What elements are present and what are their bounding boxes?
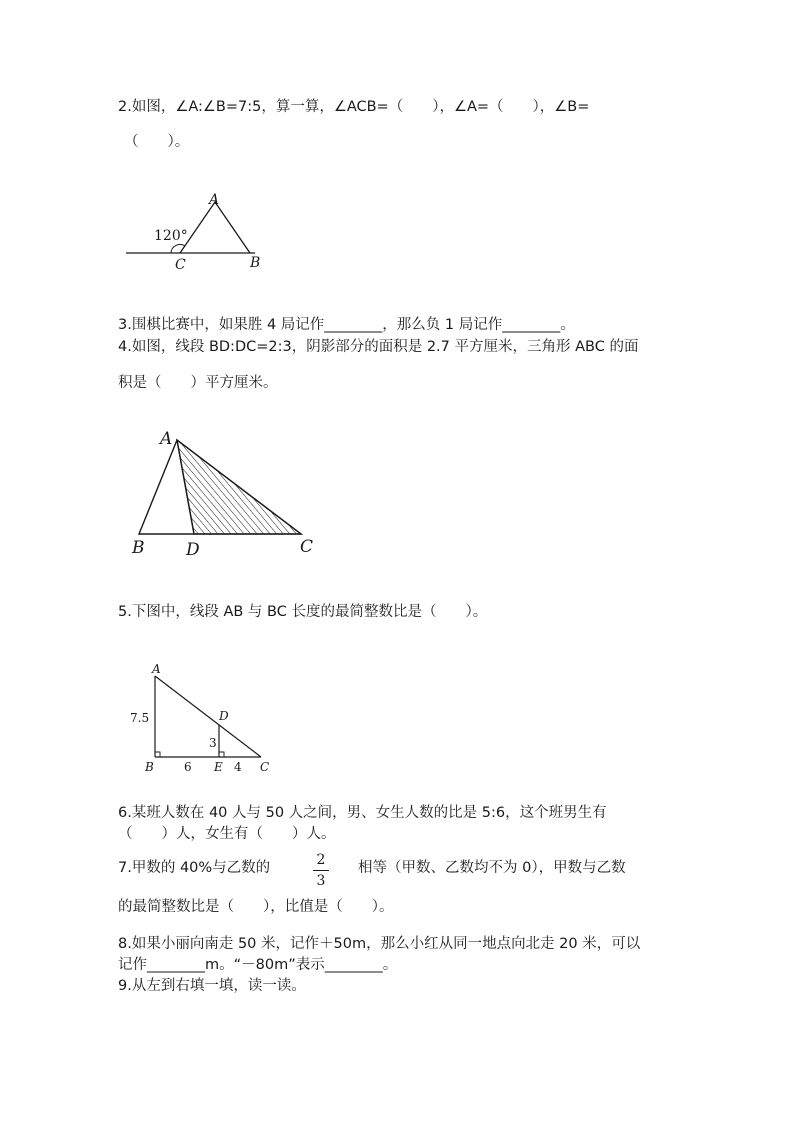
q7-fraction: [313, 852, 329, 889]
q5-label-c: C: [260, 760, 270, 774]
q7-text-line2: 的最简整数比是（ ），比值是（ ）。: [118, 899, 394, 915]
q5-label-ab: 7.5: [130, 711, 150, 725]
q7-fraction-bar: [313, 870, 329, 871]
q5-label-de: 3: [209, 736, 217, 750]
q5-label-ec: 4: [234, 760, 242, 774]
q4-label-d: D: [186, 540, 200, 560]
q4-label-c: C: [300, 537, 314, 557]
q7-fraction-numerator: 2: [316, 852, 326, 868]
q7-fraction-denominator: 3: [316, 873, 326, 889]
q5-label-a: A: [152, 662, 161, 676]
q5-triangle-figure: [124, 660, 284, 778]
q2-triangle-figure: [120, 188, 270, 273]
q4-triangle-figure: [122, 420, 332, 562]
q5-label-e: E: [214, 760, 223, 774]
q4-text-line2: 积是（ ）平方厘米。: [118, 375, 278, 391]
q2-label-a: A: [209, 192, 220, 208]
q7-text-prefix: 7.甲数的 40%与乙数的: [118, 860, 271, 876]
q2-angle-label: 120°: [154, 228, 188, 244]
q5-text: 5.下图中，线段 AB 与 BC 长度的最简整数比是（ ）。: [118, 604, 488, 620]
q9-text: 9.从左到右填一填，读一读。: [118, 978, 306, 994]
q5-label-d: D: [219, 709, 229, 723]
q2-label-c: C: [175, 257, 186, 273]
q4-text-line1: 4.如图，线段 BD:DC=2:3，阴影部分的面积是 2.7 平方厘米，三角形 ABC 的面: [118, 339, 639, 355]
q6-text-line2: （ ）人，女生有（ ）人。: [118, 826, 336, 842]
q2-text-line2: （ ）。: [124, 134, 190, 150]
q6-text-line1: 6.某班人数在 40 人与 50 人之间，男、女生人数的比是 5:6，这个班男生有: [118, 805, 607, 821]
q8-text-line1: 8.如果小丽向南走 50 米，记作＋50m，那么小红从同一地点向北走 20 米，可以: [118, 936, 641, 952]
q2-label-b: B: [250, 255, 261, 271]
q8-text-line2: 记作________m。“－80m”表示________。: [118, 957, 398, 973]
q4-label-b: B: [132, 538, 145, 558]
q4-label-a: A: [160, 429, 173, 449]
q5-label-b: B: [145, 760, 154, 774]
q7-text-suffix: 相等（甲数、乙数均不为 0），甲数与乙数: [358, 860, 626, 876]
q5-label-be: 6: [184, 760, 192, 774]
q2-text-line1: 2.如图，∠A:∠B=7:5，算一算，∠ACB=（ ），∠A=（ ），∠B=: [118, 99, 590, 115]
q3-text: 3.围棋比赛中，如果胜 4 局记作________，那么负 1 局记作________。: [118, 317, 575, 333]
